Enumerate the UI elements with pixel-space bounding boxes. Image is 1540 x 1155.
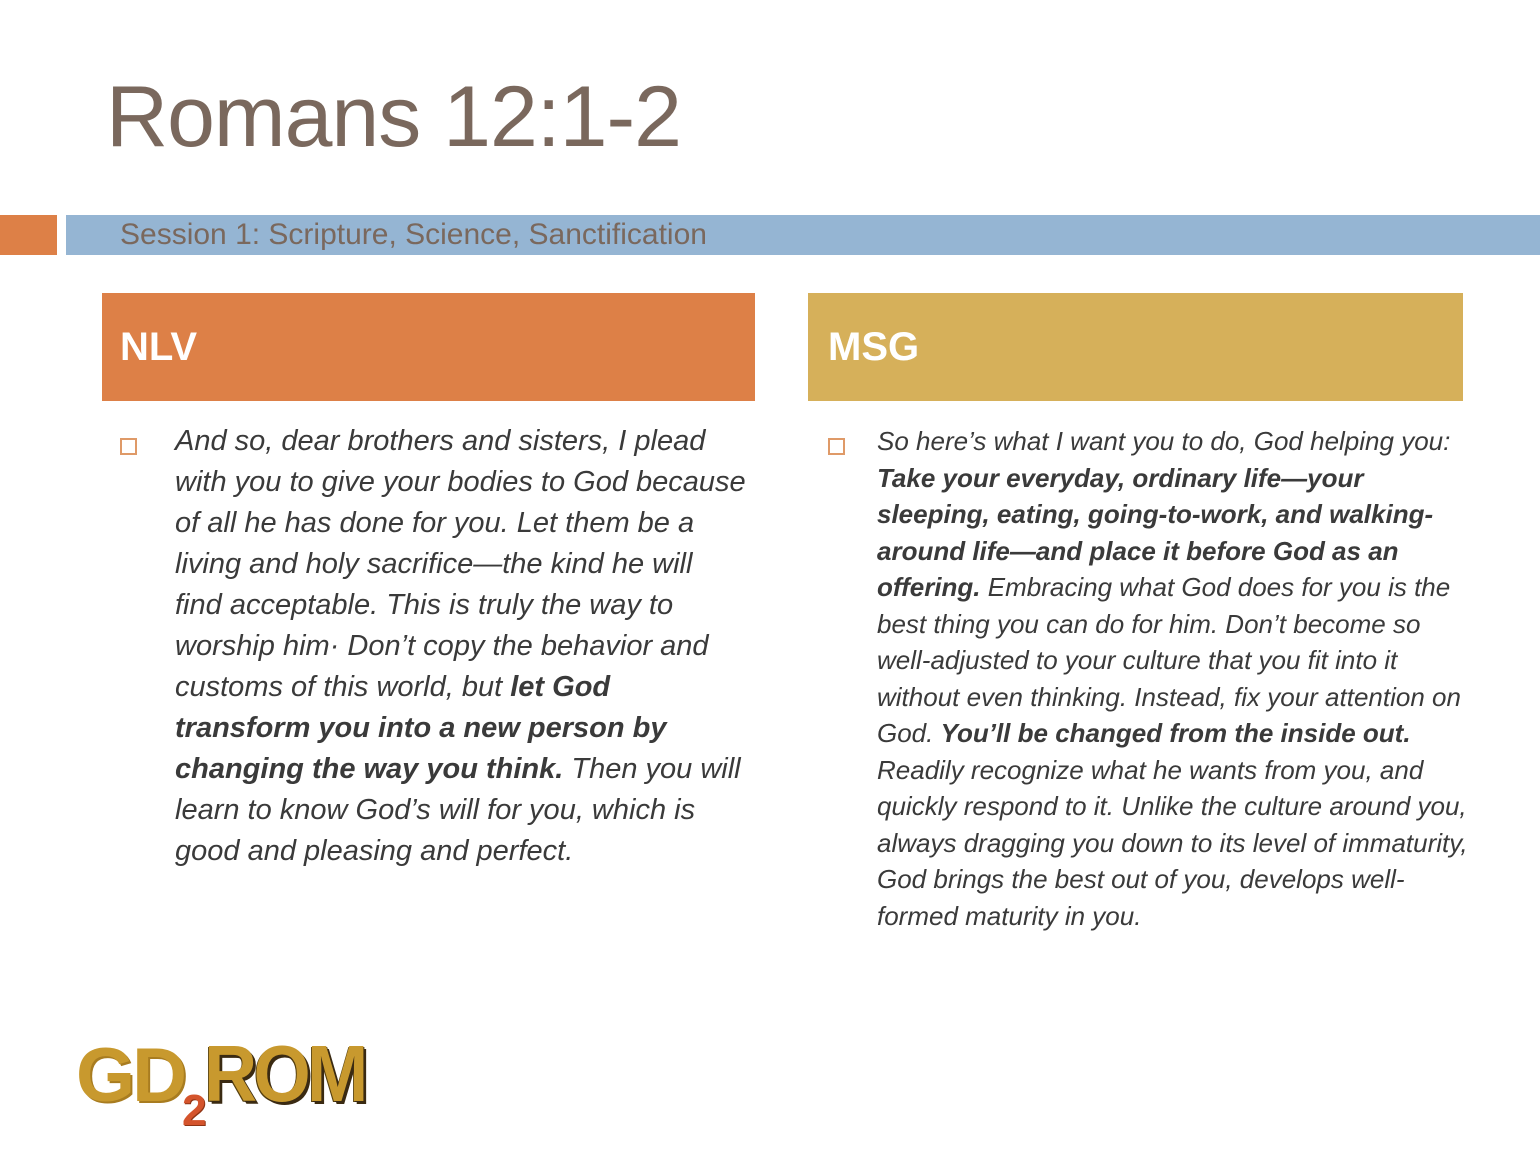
session-accent-square	[0, 215, 57, 255]
session-banner	[66, 215, 1540, 255]
msg-bullet-square-icon	[828, 438, 845, 455]
nlv-body-text: And so, dear brothers and sisters, I plead with you to give your bodies to God because of all he has done for you. Let them be a living and holy sacrifice—the kind he will find acceptable. This is truly the way to worship him· Don’t copy the behavior and customs of this world, but let God transform you into a new person by changing the way you think. Then you will learn to know God’s will for you, which is good and pleasing and perfect.	[175, 425, 746, 867]
nlv-header-label: NLV	[120, 324, 198, 369]
msg-header-bar	[808, 293, 1463, 401]
msg-header-label: MSG	[828, 324, 920, 369]
nlv-header-bar	[102, 293, 755, 401]
gd2rom-logo	[76, 1028, 379, 1135]
logo-subscript-2: 2	[182, 1086, 207, 1135]
msg-body-text: So here’s what I want you to do, God helping you: Take your everyday, ordinary life—your sleeping, eating, going-to-work, and walking-around life—and place it before God as an offering. Embracing what God does for you is the best thing you can do for him. Don’t become so well-adjusted to your culture that you fit into it without even thinking. Instead, fix your attention on God. You’ll be changed from the inside out. Readily recognize what he wants from you, and quickly respond to it. Unlike the culture around you, always dragging you down to its level of immaturity, God brings the best out of you, develops well-formed maturity in you.	[877, 426, 1468, 931]
nlv-bullet-square-icon	[120, 438, 137, 455]
slide-title: Romans 12:1-2	[106, 69, 681, 165]
logo-rom-text: ROM	[204, 1029, 366, 1118]
logo-gd-text: GD	[76, 1033, 184, 1118]
session-banner-label: Session 1: Scripture, Science, Sanctification	[120, 218, 707, 251]
